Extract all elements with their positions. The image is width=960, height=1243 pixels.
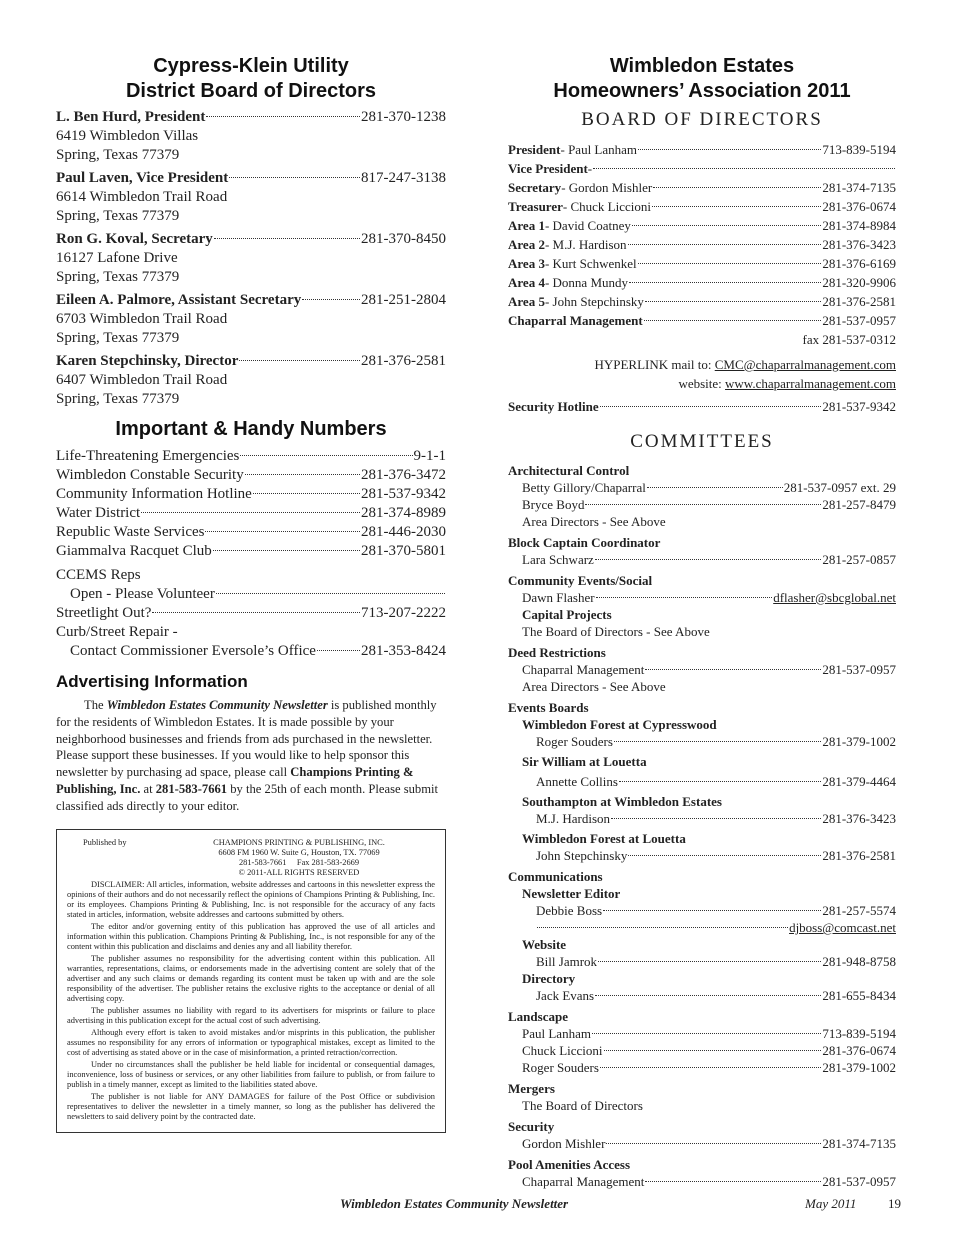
hyperlink-line: HYPERLINK mail to: CMC@chaparralmanagement.com [594,357,896,372]
security-hotline-row: Security Hotline 281-537-9342 [508,399,896,414]
board-member: Karen Stepchinsky, Director 281-376-2581 6407 Wimbledon Trail Road Spring, Texas 77379 [56,353,446,407]
committee-title: Landscape [508,1009,568,1024]
email-link[interactable]: djboss@comcast.net [789,920,896,935]
hoa-title: Wimbledon Estates Homeowners’ Association 2011 [553,55,851,102]
committee-title: Block Captain Coordinator [508,535,661,550]
board-row: Area 1 - David Coatney 281-374-8984 [508,218,896,233]
number-row: Wimbledon Constable Security 281-376-3472 [56,467,446,483]
board-of-directors-title: BOARD OF DIRECTORS [581,109,823,130]
disclaimer-paragraph: DISCLAIMER: All articles, information, website addresses and cartoons in this newsletter express the opinions of their authors and do not necessarily reflect the opinions of Champions Printing & Publishing, Inc. or its employees. Champions Printing & Publishing, Inc. is not responsible for the accuracy of any facts stated in articles, information, website addresses and cartoons submitted by others. [67,879,435,919]
page-footer [340,1196,900,1212]
publisher-phones: 281-583-7661 Fax 281-583-2669 [238,857,360,867]
board-member: Paul Laven, Vice President 817-247-3138 6614 Wimbledon Trail Road Spring, Texas 77379 [56,170,446,224]
right-column [508,54,896,1190]
committees-list: Architectural Control Betty Gillory/Chaparral 281-537-0957 ext. 29 Bryce Boyd 281-257-8479 Area Directors - See Above Block Captain Coordinator Lara Schwarz 281-257-0857 Community Events/Social Dawn Flasher dflasher@sbcglobal.net Capital Projects The Board of Directors - See Above Deed Restrictions Chaparral Management 281-537-0957 Area Directors - See Above Events Boards Wimbledon Forest at Cypresswood Roger Souders 281-379-1002 Sir William at Louetta Annette Collins 281-379-4464 Southampton at Wimbledon Estates M.J. Hardison 281-376-3423 Wimbledon Forest at Louetta John Stepchinsky 281-376-2581 Communications Newsletter Editor Debbie Boss 281-257-5574 djboss@comcast.net Website Bill Jamrok 281-948-8758 Directory Jack Evans 281-655-8434 Landscape Paul Lanham 713-839-5194 Chuck Liccioni 281-376-0674 Roger Souders 281-379-1002 Mergers The Board of Directors Security Gordon Mishler 281-374-7135 Pool Amenities Access Chaparral Management 281-537-0957 [508,463,896,1189]
committee-title: Security [508,1119,555,1134]
board-member: Eileen A. Palmore, Assistant Secretary 281-251-2804 6703 Wimbledon Trail Road Spring, Texas 77379 [56,292,446,346]
website-line: website: www.chaparralmanagement.com [678,376,896,391]
number-row: Water District 281-374-8989 [56,505,446,521]
board-row: Area 3 - Kurt Schwenkel 281-376-6169 [508,256,896,271]
copyright: © 2011-ALL RIGHTS RESERVED [238,867,360,877]
advertising-text: The Wimbledon Estates Community Newsletter is published monthly for the residents of Wimbledon Estates. It is made possible by your neighborhood businesses and friends from ads purchased in the newsletter. Please support these businesses. If you would like to help sponsor this newsletter by purchasing ad space, please call Champions Printing & Publishing, Inc. at 281-583-7661 by the 25th of each month. Please submit classified ads directly to your editor. [56,698,439,813]
number-row: Life-Threatening Emergencies 9-1-1 [56,448,446,464]
board-member: Ron G. Koval, Secretary 281-370-8450 16127 Lafone Drive Spring, Texas 77379 [56,231,446,285]
board-row: Chaparral Management 281-537-0957 [508,313,896,328]
board-row: Area 2 - M.J. Hardison 281-376-3423 [508,237,896,252]
publisher-address: 6608 FM 1960 W. Suite G, Houston, TX. 77069 [218,847,380,857]
board-row: President - Paul Lanham 713-839-5194 [508,142,896,157]
utility-board-title: Cypress-Klein Utility District Board of Directors [125,55,377,102]
number-row: Republic Waste Services 281-446-2030 [56,524,446,540]
number-row: Giammalva Racquet Club 281-370-5801 [56,543,446,559]
disclaimer-paragraph: The publisher assumes no responsibility for the advertising content within this publication. All warranties, representations, claims, or endorsements made in the advertising content are solely that of the advertiser and any such claims or demands regarding its content must be taken up with and are the sole responsibility of the advertiser. The publisher retains the exclusive rights to the acceptance or denial of all advertising copy. [67,953,435,1003]
board-row: Secretary - Gordon Mishler 281-374-7135 [508,180,896,195]
streetlight-row: Streetlight Out? 713-207-2222 [56,605,446,621]
handy-numbers-list [56,447,446,661]
committee-title: Events Boards [508,700,589,715]
hoa-board-list [508,140,896,416]
page-number: 19 [888,1196,901,1211]
footer-date: May 2011 [805,1196,857,1211]
commissioner-row: Contact Commissioner Eversole’s Office 281-353-8424 [70,643,446,659]
publisher-name: CHAMPIONS PRINTING & PUBLISHING, INC. [213,837,385,847]
left-column [56,54,446,1133]
committee-title: Deed Restrictions [508,645,606,660]
disclaimer-paragraph: Under no circumstances shall the publisher be held liable for incidental or consequential damages, inconvenience, loss of business or services, or any other liabilities from failure to publish, or from failure to publish in a timely manner, except as limited to the liabilities stated above. [67,1059,435,1089]
utility-board-list [56,108,446,409]
ccems-reps: CCEMS Reps [56,567,141,583]
disclaimer-paragraph: The publisher assumes no liability with regard to its advertisers for misprints or failure to place advertising in this publication except for the actual cost of such advertising. [67,1005,435,1025]
board-row: Area 4 - Donna Mundy 281-320-9906 [508,275,896,290]
number-row: Community Information Hotline 281-537-9342 [56,486,446,502]
committee-title: Capital Projects [522,607,612,622]
committee-title: Pool Amenities Access [508,1157,631,1172]
committee-title: Community Events/Social [508,573,653,588]
committee-title: Mergers [508,1081,555,1096]
board-row: Vice President - [508,159,896,178]
committee-title: Communications [508,869,603,884]
disclaimer-paragraph: The publisher is not liable for ANY DAMAGES for failure of the Post Office or subdivision representatives to deliver the newsletter in a timely manner, so long as the publisher has delivered the newsletters to said delivery point by the contracted date. [67,1091,435,1121]
email-link[interactable]: dflasher@sbcglobal.net [773,590,896,605]
advertising-title: Advertising Information [56,672,248,691]
ccems-open: Open - Please Volunteer [56,585,446,604]
disclaimer-paragraph: The editor and/or governing entity of this publication has approved the use of all articles and information within this publication. Champions Printing & Publishing, Inc., is not responsible for any of the content within this publication and disclaims and denies any and all liability therefor. [67,921,435,951]
handy-numbers-title: Important & Handy Numbers [115,418,387,440]
footer-title: Wimbledon Estates Community Newsletter [340,1196,569,1211]
fax-number: fax 281-537-0312 [802,332,896,347]
board-row: Area 5 - John Stepchinsky 281-376-2581 [508,294,896,309]
published-by-label: Published by [83,837,127,847]
committees-title: COMMITTEES [630,431,774,452]
board-row: Treasurer - Chuck Liccioni 281-376-0674 [508,199,896,214]
disclaimer-paragraph: Although every effort is taken to avoid mistakes and/or misprints in this publication, the publisher assumes no responsibility for any errors of information or typographical mistakes, except as limited to the cost of advertising as stated above or in the case of misinformation, a printed retraction/correction. [67,1027,435,1057]
committee-title: Architectural Control [508,463,630,478]
email-link[interactable]: CMC@chaparralmanagement.com [714,357,896,372]
website-link[interactable]: www.chaparralmanagement.com [725,376,896,391]
curb-repair: Curb/Street Repair - [56,624,178,640]
board-member: L. Ben Hurd, President 281-370-1238 6419 Wimbledon Villas Spring, Texas 77379 [56,109,446,163]
publisher-disclaimer-box [56,829,446,1133]
